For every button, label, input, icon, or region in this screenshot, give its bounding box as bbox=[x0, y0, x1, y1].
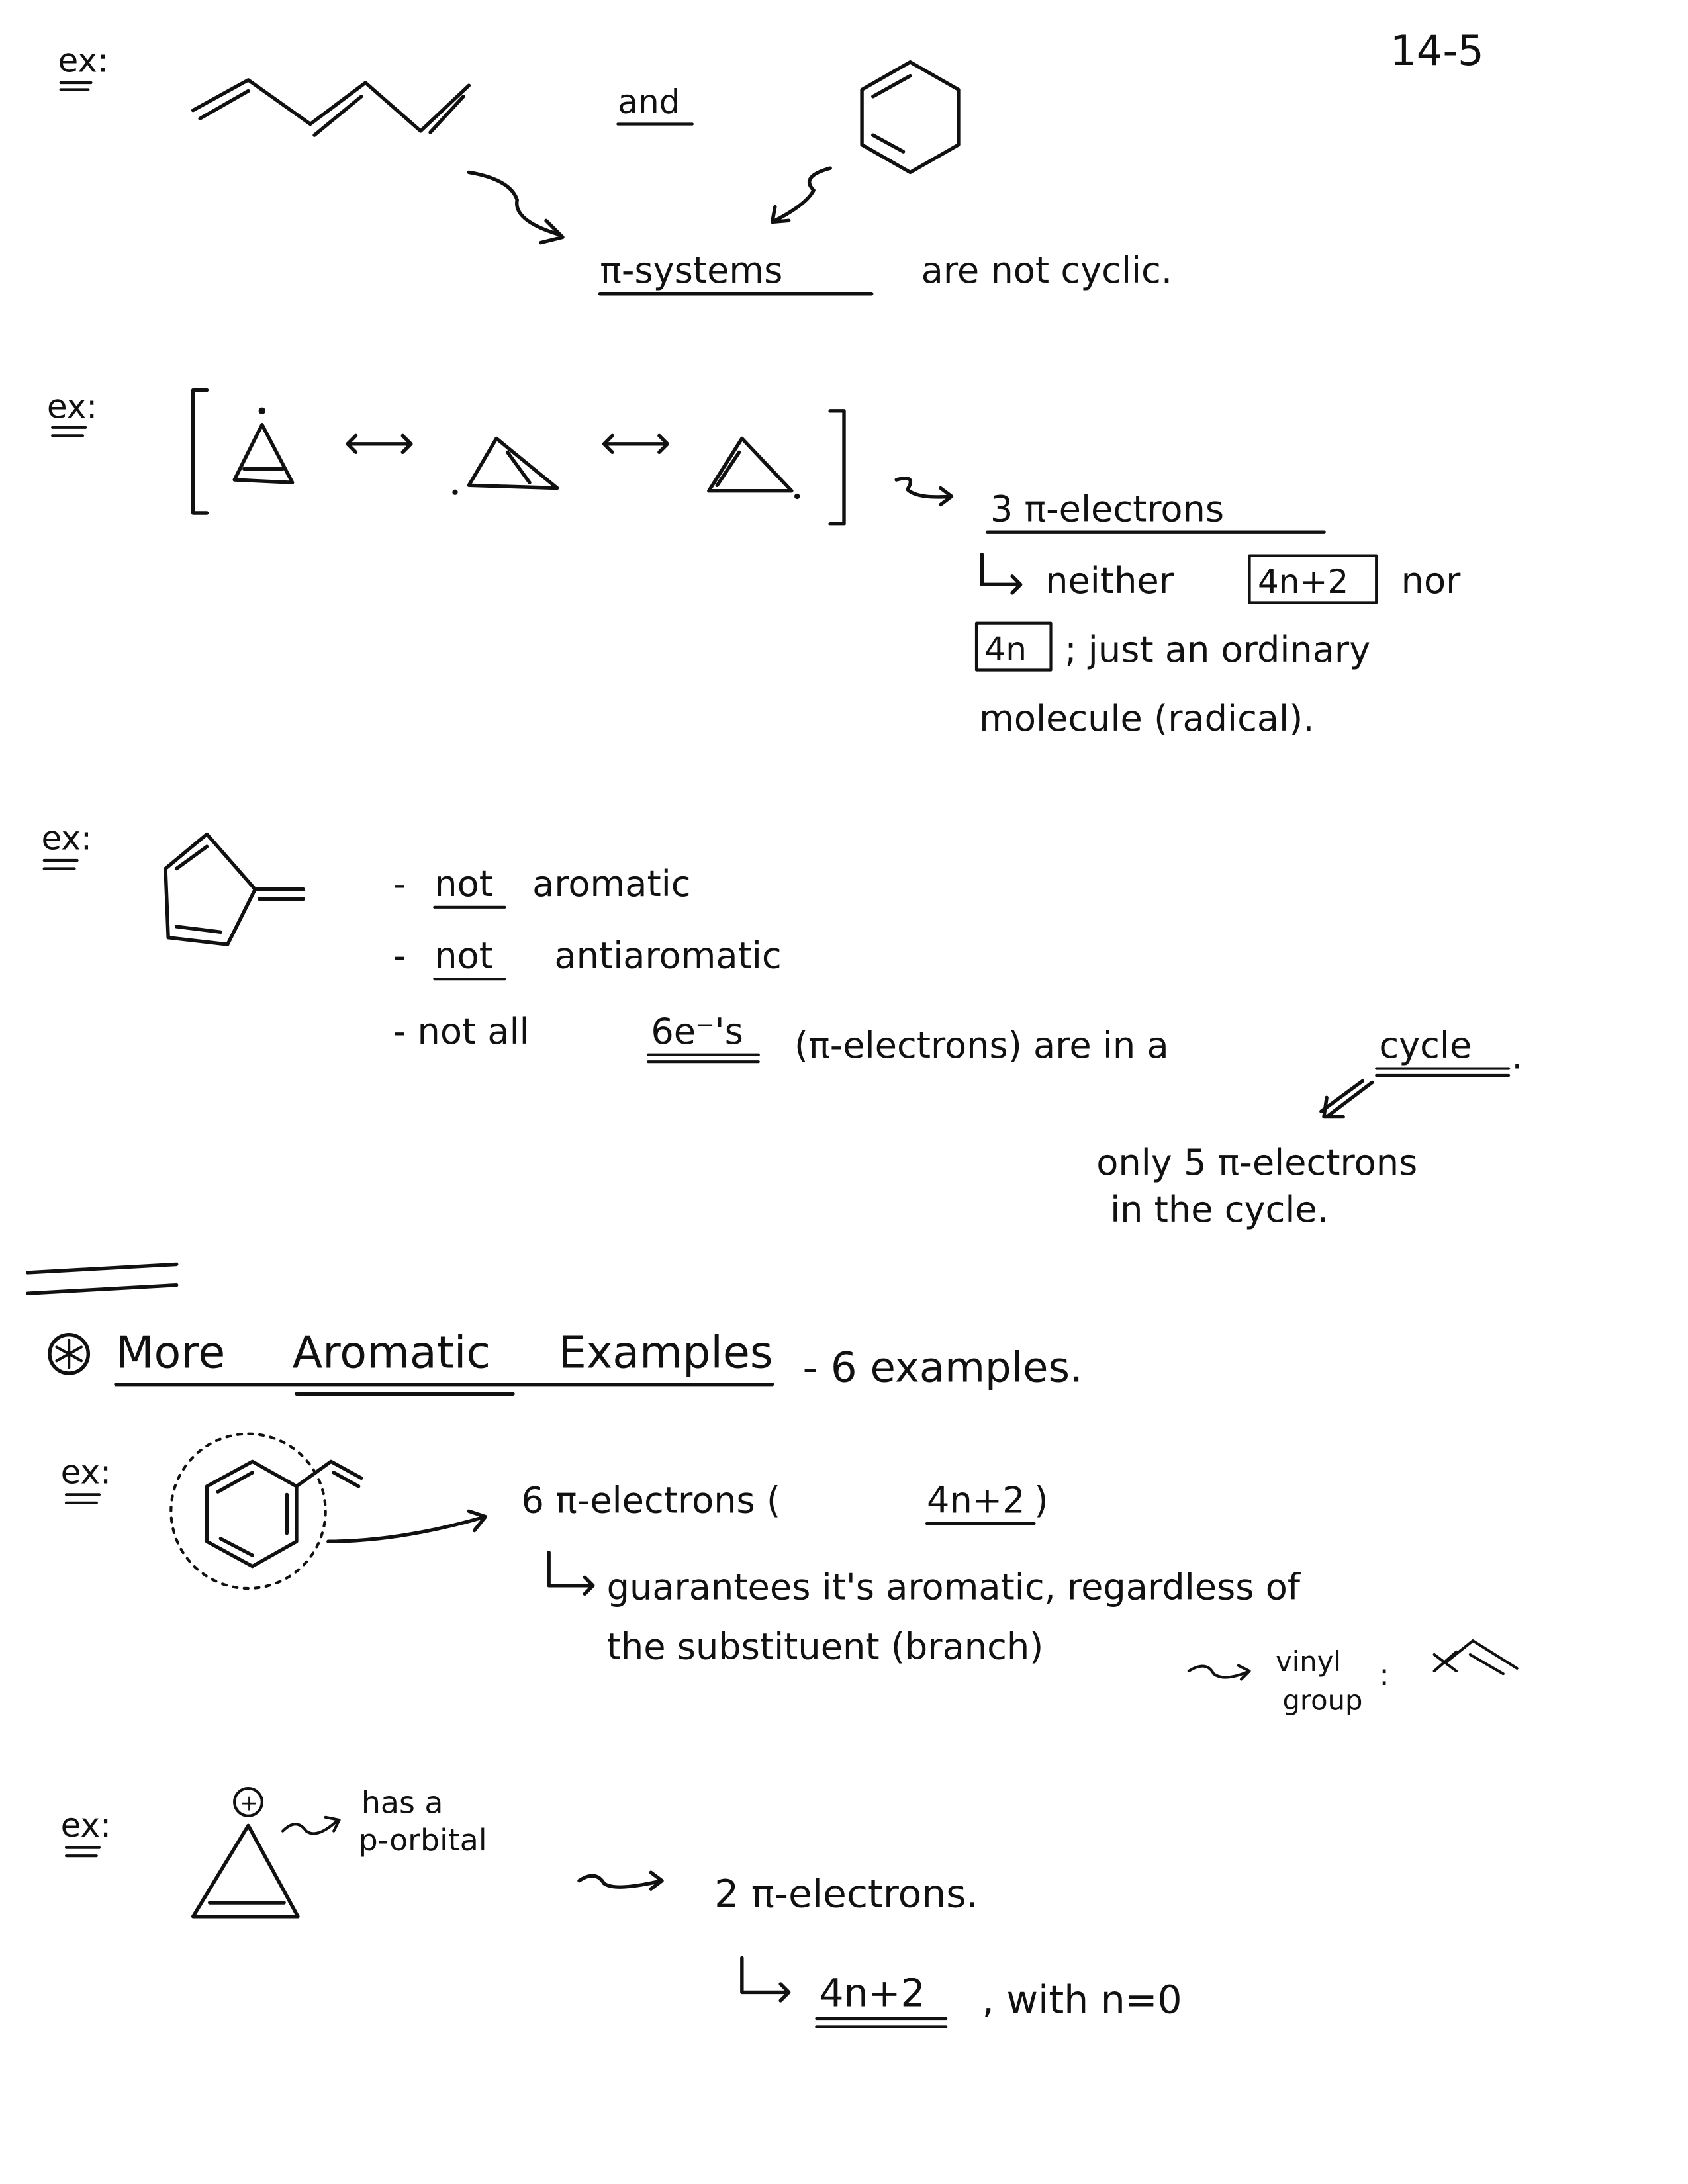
ex-label: ex: bbox=[41, 819, 92, 858]
double-underline bbox=[1376, 1069, 1509, 1075]
squiggle-arrow-icon bbox=[283, 1817, 339, 1834]
double-underline bbox=[66, 1494, 99, 1503]
example-4 bbox=[61, 1434, 1517, 1717]
has-a-text: has a bbox=[361, 1784, 444, 1821]
colon: : bbox=[1379, 1656, 1389, 1692]
bullet-not-aromatic: aromatic bbox=[532, 863, 691, 905]
note-five-electrons: only 5 π-electrons bbox=[1096, 1142, 1418, 1183]
bullet-text: (π-electrons) are in a bbox=[794, 1024, 1169, 1066]
double-underline bbox=[816, 2019, 946, 2027]
electron-count: 6 π-electrons ( bbox=[521, 1479, 781, 1522]
period: . bbox=[1511, 1035, 1523, 1077]
rule-4n2: 4n+2 bbox=[927, 1479, 1025, 1522]
vinyl-structure bbox=[1434, 1641, 1517, 1674]
double-underline bbox=[52, 428, 85, 436]
ex-label: ex: bbox=[60, 1453, 111, 1492]
page-number: 14-5 bbox=[1390, 26, 1484, 75]
aromatic-guarantee: guarantees it's aromatic, regardless of bbox=[606, 1566, 1300, 1608]
note-in-cycle: in the cycle. bbox=[1110, 1188, 1329, 1230]
p-orbital-text: p-orbital bbox=[358, 1821, 487, 1858]
arrow-icon bbox=[328, 1511, 485, 1541]
substituent-text: the substituent (branch) bbox=[606, 1625, 1044, 1668]
rule-4n: 4n bbox=[984, 629, 1027, 668]
squiggle-arrow-icon bbox=[1189, 1666, 1250, 1680]
heading-examples: Examples bbox=[558, 1326, 773, 1379]
hook-arrow-icon bbox=[742, 1958, 789, 2001]
nor-text: nor bbox=[1401, 559, 1461, 602]
plus-sign: + bbox=[240, 1790, 259, 1816]
electron-count: 3 π-electrons bbox=[990, 488, 1225, 530]
example-1 bbox=[58, 41, 1173, 293]
ordinary-text: ; just an ordinary bbox=[1064, 629, 1371, 670]
hexatriene-structure bbox=[193, 80, 469, 135]
double-underline bbox=[61, 83, 91, 89]
squiggle-arrow-icon bbox=[773, 168, 831, 222]
ex-label: ex: bbox=[60, 1806, 111, 1844]
heading-more: More bbox=[116, 1326, 226, 1379]
section-divider bbox=[28, 1264, 177, 1293]
neither-text: neither bbox=[1045, 559, 1174, 602]
ex-label: ex: bbox=[58, 41, 109, 80]
double-underline bbox=[66, 1848, 99, 1856]
example-5 bbox=[61, 1785, 1182, 2027]
resonance-arrow-icon bbox=[348, 435, 411, 452]
cyclohexadiene-structure bbox=[862, 62, 959, 173]
heading-underline bbox=[116, 1385, 773, 1394]
double-underline bbox=[648, 1055, 759, 1062]
not-label: not bbox=[434, 863, 493, 905]
rule-4n2: 4n+2 bbox=[819, 1970, 925, 2016]
squiggle-arrow-icon bbox=[579, 1872, 662, 1889]
squiggle-arrow-icon bbox=[896, 478, 951, 505]
heading-count: - 6 examples. bbox=[802, 1343, 1083, 1392]
and-label: and bbox=[618, 82, 680, 121]
cyclopropenyl-cation-structure bbox=[193, 1788, 298, 1917]
vinyl-label: vinyl bbox=[1276, 1645, 1341, 1678]
asterisk-circle-icon bbox=[50, 1335, 88, 1373]
radical-text: molecule (radical). bbox=[979, 698, 1315, 740]
squiggle-arrow-icon bbox=[469, 172, 563, 242]
group-label: group bbox=[1282, 1684, 1363, 1717]
resonance-arrow-icon bbox=[604, 435, 668, 452]
double-underline bbox=[44, 860, 77, 869]
six-electrons: 6e⁻'s bbox=[651, 1011, 743, 1053]
bullet-not-antiaromatic: antiaromatic bbox=[554, 934, 782, 977]
not-label: not bbox=[434, 934, 493, 977]
dash: - bbox=[393, 863, 406, 905]
hook-arrow-icon bbox=[549, 1553, 593, 1594]
conclusion-text: are not cyclic. bbox=[921, 250, 1173, 292]
example-3 bbox=[42, 819, 1523, 1230]
bullet-not-all: - not all bbox=[393, 1011, 530, 1053]
styrene-structure bbox=[171, 1434, 361, 1588]
n-equals-zero: , with n=0 bbox=[982, 1977, 1182, 2023]
example-2 bbox=[47, 387, 1461, 739]
fulvene-structure bbox=[165, 834, 303, 944]
heading-aromatic: Aromatic bbox=[292, 1326, 491, 1379]
cyclopropenyl-resonance-structures bbox=[193, 390, 844, 524]
ex-label: ex: bbox=[46, 387, 98, 426]
hook-arrow-icon bbox=[982, 555, 1020, 593]
electron-count: 2 π-electrons. bbox=[714, 1871, 979, 1917]
double-arrow-icon bbox=[1321, 1081, 1372, 1116]
cycle-word: cycle bbox=[1379, 1024, 1472, 1066]
section-heading bbox=[50, 1327, 1083, 1394]
close-paren: ) bbox=[1034, 1479, 1049, 1522]
dash: - bbox=[393, 934, 406, 977]
rule-4n2: 4n+2 bbox=[1258, 562, 1349, 601]
pi-systems-term: π-systems bbox=[600, 250, 783, 292]
